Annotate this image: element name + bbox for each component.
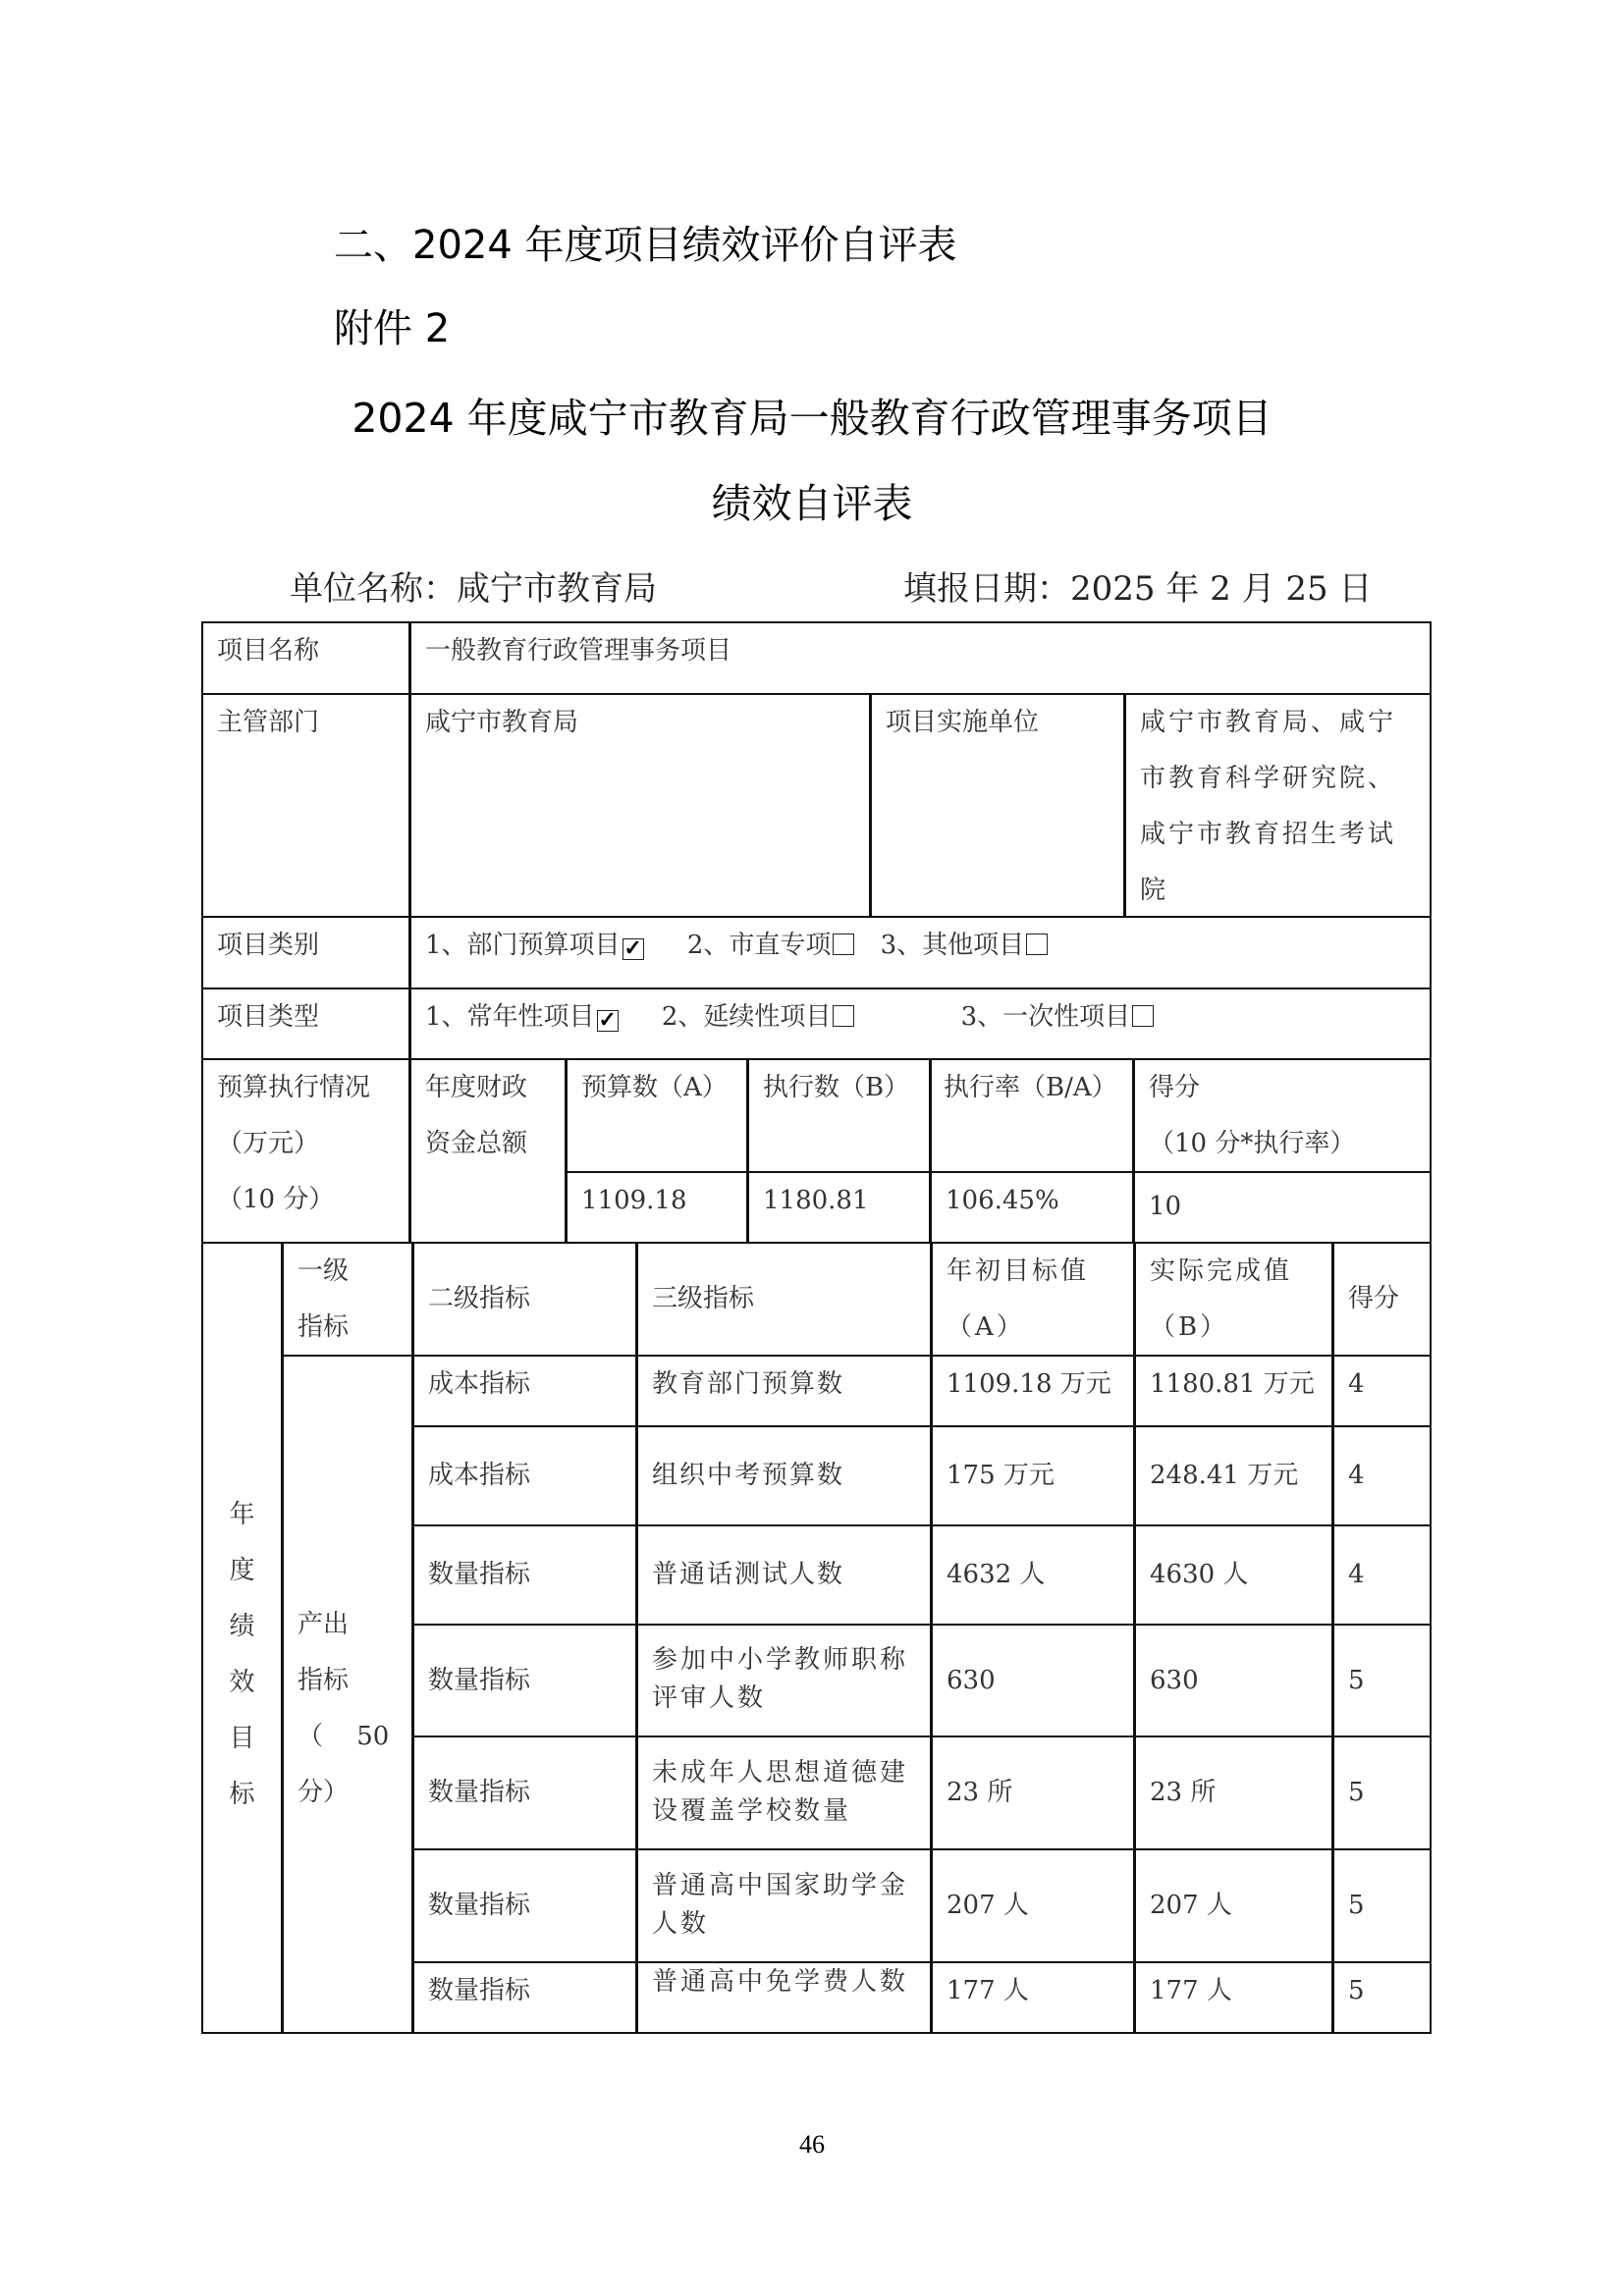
budget-value-rate: 106.45%	[946, 1186, 1059, 1215]
category-options-cell	[409, 916, 1432, 989]
row-level3-cell	[636, 1848, 932, 1963]
type-option-2[interactable]	[662, 1002, 855, 1032]
unit-name: 单位名称：咸宁市教育局	[290, 569, 657, 609]
budget-value-a: 1109.18	[581, 1186, 687, 1215]
row-level3: 普通高中国家助学金人数	[652, 1870, 909, 1939]
row-target-cell	[931, 1961, 1135, 2034]
row-target-cell	[931, 1425, 1135, 1526]
row-target-cell	[931, 1735, 1135, 1850]
category-option-2[interactable]	[687, 931, 855, 960]
budget-col-rate-label: 执行率（B/A）	[944, 1073, 1117, 1102]
impl-value: 咸宁市教育局、咸宁市教育科学研究院、咸宁市教育招生考试院	[1140, 708, 1397, 905]
row-level3: 未成年人思想道德建设覆盖学校数量	[652, 1757, 909, 1826]
header-target-cell	[931, 1242, 1135, 1357]
report-date: 填报日期：2025 年 2 月 25 日	[903, 569, 1373, 609]
budget-col-score-header	[1133, 1058, 1432, 1173]
row-score: 5	[1348, 1778, 1365, 1807]
type-label: 项目类型	[217, 1002, 320, 1032]
level1-output-line-3: （ 50	[298, 1722, 390, 1751]
type-options-cell	[409, 988, 1432, 1060]
type-option-3[interactable]	[961, 1002, 1155, 1032]
row-level3-cell	[636, 1355, 932, 1427]
row-score-cell	[1332, 1524, 1432, 1626]
row-level3-cell	[636, 1425, 932, 1526]
header-level2-cell	[412, 1242, 637, 1357]
row-level2: 数量指标	[428, 1891, 531, 1920]
dept-label-cell	[201, 693, 410, 918]
header-level1-cell	[282, 1242, 413, 1357]
budget-value-b-cell	[747, 1171, 931, 1244]
header-level1-line-1: 一级	[298, 1256, 350, 1286]
row-target: 630	[947, 1666, 996, 1695]
type-option-2-label: 2、延续性项目	[661, 1002, 832, 1032]
header-level1-line-2: 指标	[298, 1312, 350, 1342]
budget-value-b: 1180.81	[763, 1186, 869, 1215]
checkbox-empty-icon[interactable]	[1026, 934, 1048, 955]
category-label: 项目类别	[217, 931, 320, 960]
dept-label: 主管部门	[217, 708, 320, 737]
header-score: 得分	[1348, 1284, 1400, 1313]
row-target: 4632 人	[947, 1560, 1046, 1589]
header-score-cell	[1332, 1242, 1432, 1357]
level1-output-line-4: 分）	[298, 1778, 350, 1807]
targets-group-label: 年度绩效目标	[229, 1499, 255, 1809]
header-level3-cell	[636, 1242, 932, 1357]
category-option-2-label: 2、市直专项	[686, 931, 832, 960]
type-option-1-label: 1、常年性项目	[425, 1002, 595, 1032]
checkbox-empty-icon[interactable]	[833, 1005, 854, 1027]
header-level2: 二级指标	[428, 1284, 531, 1313]
row-score: 4	[1348, 1461, 1365, 1490]
checkbox-checked-icon[interactable]: ✓	[623, 935, 642, 961]
budget-total-label-cell	[409, 1058, 567, 1244]
budget-col-a-label: 预算数（A）	[581, 1073, 728, 1102]
row-actual: 207 人	[1150, 1891, 1232, 1920]
row-level2-cell	[412, 1524, 637, 1626]
row-level2-cell	[412, 1848, 637, 1963]
row-level3-cell	[636, 1624, 932, 1737]
project-name-label-cell	[201, 621, 410, 695]
document-title-line-2: 绩效自评表	[711, 480, 913, 527]
row-score-cell	[1332, 1848, 1432, 1963]
row-target: 207 人	[947, 1891, 1029, 1920]
checkbox-checked-icon[interactable]: ✓	[598, 1007, 617, 1033]
budget-value-score-cell	[1133, 1171, 1432, 1244]
row-actual-cell	[1134, 1524, 1333, 1626]
page-number: 46	[799, 2130, 825, 2159]
row-target-cell	[931, 1848, 1135, 1963]
project-name-value: 一般教育行政管理事务项目	[425, 636, 732, 666]
row-score: 4	[1348, 1560, 1365, 1589]
row-actual: 177 人	[1150, 1976, 1232, 2005]
type-label-cell	[201, 988, 410, 1060]
row-level3: 组织中考预算数	[652, 1461, 845, 1490]
row-level2-cell	[412, 1355, 637, 1427]
checkbox-empty-icon[interactable]	[1132, 1005, 1154, 1027]
budget-col-score-label-2: （10 分*执行率）	[1149, 1129, 1356, 1158]
row-level3-cell	[636, 1735, 932, 1850]
row-score: 5	[1348, 1976, 1365, 2005]
level1-output-line-2: 指标	[298, 1666, 350, 1695]
section-heading: 二、2024 年度项目绩效评价自评表	[334, 223, 957, 268]
row-level2: 数量指标	[428, 1666, 531, 1695]
row-score-cell	[1332, 1425, 1432, 1526]
row-level2-cell	[412, 1961, 637, 2034]
row-level2: 数量指标	[428, 1778, 531, 1807]
category-option-3-label: 3、其他项目	[880, 931, 1025, 960]
project-name-value-cell	[409, 621, 1432, 695]
budget-total-label-line-2: 资金总额	[425, 1129, 528, 1158]
header-target-line-1: 年初目标值	[947, 1256, 1090, 1286]
row-score: 5	[1348, 1891, 1365, 1920]
row-level2: 数量指标	[428, 1560, 531, 1589]
header-target-line-2: （A）	[947, 1312, 1025, 1342]
category-label-cell	[201, 916, 410, 989]
row-level3: 教育部门预算数	[652, 1369, 845, 1399]
impl-label: 项目实施单位	[886, 708, 1040, 737]
header-actual-cell	[1134, 1242, 1333, 1357]
row-level2: 成本指标	[428, 1369, 531, 1399]
row-level2: 成本指标	[428, 1461, 531, 1490]
type-option-1[interactable]	[425, 1002, 619, 1032]
budget-col-score-label-1: 得分	[1149, 1073, 1201, 1102]
impl-value-cell	[1124, 693, 1432, 918]
row-score-cell	[1332, 1355, 1432, 1427]
budget-col-rate-header	[930, 1058, 1134, 1173]
row-score: 4	[1348, 1369, 1365, 1399]
row-score: 5	[1348, 1666, 1365, 1695]
budget-col-b-label: 执行数（B）	[763, 1073, 910, 1102]
row-actual: 4630 人	[1150, 1560, 1249, 1589]
budget-value-score: 10	[1149, 1192, 1182, 1221]
level1-output-cell	[282, 1355, 413, 2034]
row-actual-cell	[1134, 1355, 1333, 1427]
project-name-label: 项目名称	[217, 636, 320, 666]
budget-value-rate-cell	[930, 1171, 1134, 1244]
row-level2-cell	[412, 1735, 637, 1850]
row-target: 177 人	[947, 1976, 1029, 2005]
document-title-line-1: 2024 年度咸宁市教育局一般教育行政管理事务项目	[352, 395, 1272, 442]
row-target-cell	[931, 1355, 1135, 1427]
row-level3-cell	[636, 1961, 932, 2034]
budget-label-line-3: （10 分）	[217, 1185, 335, 1214]
row-level3: 普通话测试人数	[652, 1560, 845, 1589]
header-actual-line-1: 实际完成值	[1150, 1256, 1293, 1286]
row-target: 1109.18 万元	[947, 1369, 1111, 1399]
budget-total-label-line-1: 年度财政	[425, 1073, 528, 1102]
budget-col-a-header	[566, 1058, 748, 1173]
type-option-3-label: 3、一次性项目	[960, 1002, 1131, 1032]
row-actual: 248.41 万元	[1150, 1461, 1299, 1490]
row-actual: 630	[1150, 1666, 1199, 1695]
row-actual-cell	[1134, 1425, 1333, 1526]
row-score-cell	[1332, 1735, 1432, 1850]
dept-value: 咸宁市教育局	[425, 708, 579, 737]
row-level3: 普通高中免学费人数	[652, 1967, 909, 1997]
attachment-label: 附件 2	[334, 306, 451, 351]
row-target: 175 万元	[947, 1461, 1055, 1490]
row-target-cell	[931, 1524, 1135, 1626]
budget-label-line-1: 预算执行情况	[217, 1073, 371, 1102]
row-level2-cell	[412, 1624, 637, 1737]
budget-label-line-2: （万元）	[217, 1129, 320, 1158]
row-actual: 23 所	[1150, 1778, 1217, 1807]
row-actual-cell	[1134, 1624, 1333, 1737]
budget-col-b-header	[747, 1058, 931, 1173]
budget-value-a-cell	[566, 1171, 748, 1244]
dept-value-cell	[409, 693, 871, 918]
impl-label-cell	[870, 693, 1125, 918]
row-score-cell	[1332, 1961, 1432, 2034]
checkbox-empty-icon[interactable]	[833, 934, 854, 955]
category-option-1-label: 1、部门预算项目	[425, 931, 621, 960]
row-actual-cell	[1134, 1961, 1333, 2034]
row-actual-cell	[1134, 1848, 1333, 1963]
level1-output-line-1: 产出	[298, 1610, 350, 1639]
row-score-cell	[1332, 1624, 1432, 1737]
row-level3: 参加中小学教师职称评审人数	[652, 1645, 909, 1713]
header-actual-line-2: （B）	[1150, 1312, 1229, 1342]
row-level2-cell	[412, 1425, 637, 1526]
row-target-cell	[931, 1624, 1135, 1737]
budget-label-cell	[201, 1058, 410, 1244]
header-level3: 三级指标	[652, 1284, 755, 1313]
row-actual: 1180.81 万元	[1150, 1369, 1315, 1399]
targets-group-cell	[201, 1242, 283, 2034]
row-target: 23 所	[947, 1778, 1013, 1807]
category-option-1[interactable]	[425, 931, 644, 960]
row-level3-cell	[636, 1524, 932, 1626]
category-option-3[interactable]	[881, 931, 1049, 960]
row-actual-cell	[1134, 1735, 1333, 1850]
row-level2: 数量指标	[428, 1976, 531, 2005]
